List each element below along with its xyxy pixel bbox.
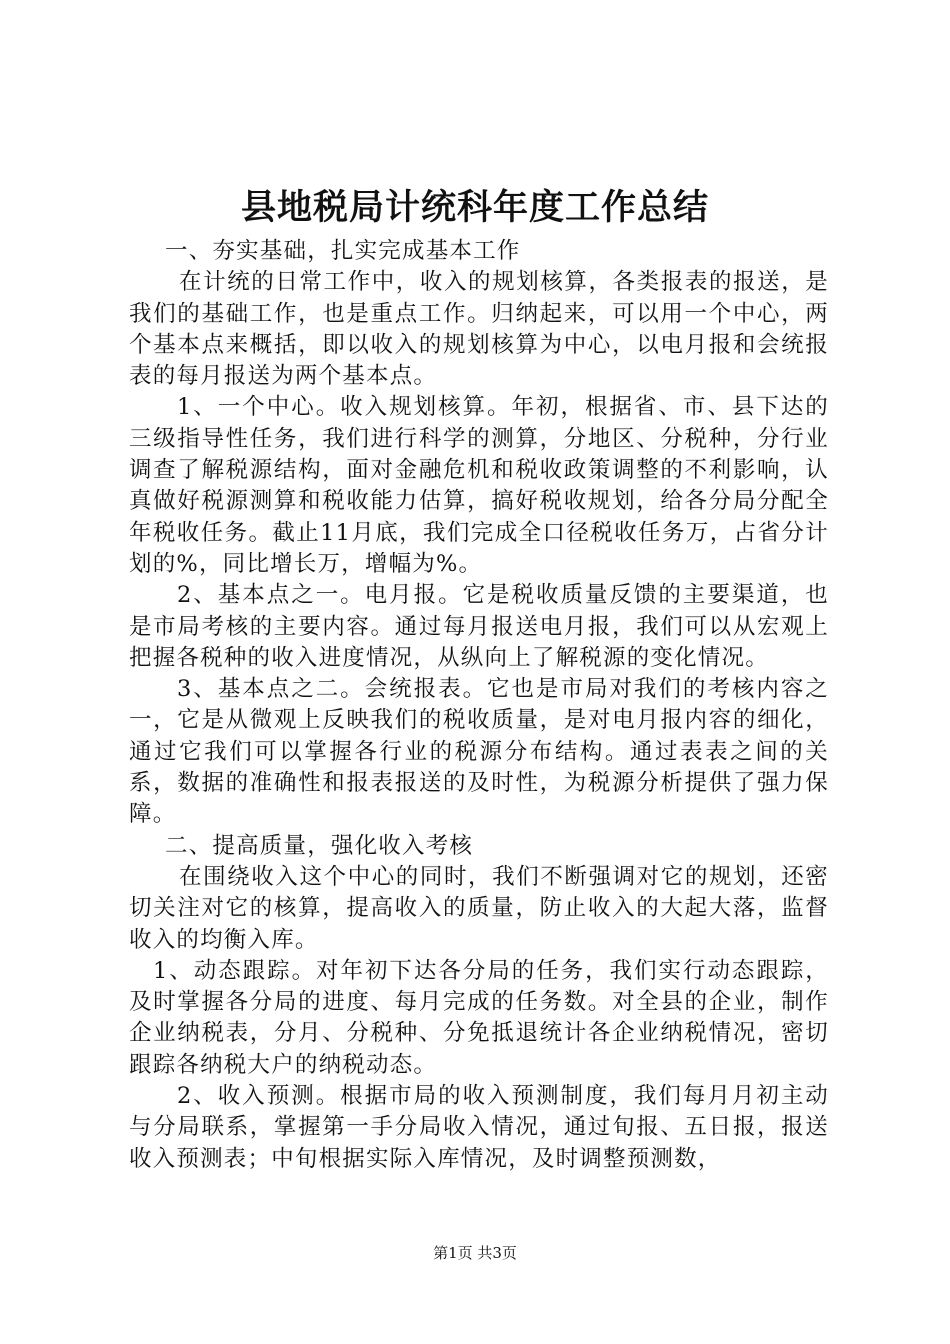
paragraph-section-2-intro: 在围绕收入这个中心的同时，我们不断强调对它的规划，还密切关注对它的核算，提高收入的质量，防止收入的大起大落，监督收入的均衡入库。: [129, 863, 829, 953]
paragraph-revenue-forecast: 2、收入预测。根据市局的收入预测制度，我们每月月初主动与分局联系，掌握第一手分局收入情况，通过旬报、五日报，报送收入预测表；中旬根据实际入库情况，及时调整预测数，: [129, 1083, 829, 1172]
page-footer: 第1页 共3页: [433, 1244, 517, 1262]
document-body: [129, 236, 829, 1175]
paragraph-item-3: 3、基本点之二。会统报表。它也是市局对我们的考核内容之一，它是从微观上反映我们的税收质量，是对电月报内容的细化，通过它我们可以掌握各行业的税源分布结构。通过表表之间的关系，数据的准确性和报表报送的及时性，为税源分析提供了强力保障。: [129, 676, 829, 828]
section-heading-2: 二、提高质量，强化收入考核: [165, 832, 474, 859]
paragraph-intro: 在计统的日常工作中，收入的规划核算，各类报表的报送，是我们的基础工作，也是重点工作。归纳起来，可以用一个中心，两个基本点来概括，即以收入的规划核算为中心，以电月报和会统报表的每月报送为两个基本点。: [129, 269, 829, 390]
paragraph-item-1: 1、一个中心。收入规划核算。年初，根据省、市、县下达的三级指导性任务，我们进行科学的测算，分地区、分税种，分行业调查了解税源结构，面对金融危机和税收政策调整的不利影响，认真做好税源测算和税收能力估算，搞好税收规划，给各分局分配全年税收任务。截止11月底，我们完成全口径税收任务万，占省分计划的%，同比增长万，增幅为%。: [129, 394, 829, 577]
paragraph-dynamic-tracking: 1、动态跟踪。对年初下达各分局的任务，我们实行动态跟踪，及时掌握各分局的进度、每月完成的任务数。对全县的企业，制作企业纳税表，分月、分税种、分免抵退统计各企业纳税情况，密切跟踪各纳税大户的纳税动态。: [129, 957, 829, 1078]
page-title: 县地税局计统科年度工作总结: [240, 187, 709, 228]
section-heading-1: 一、夯实基础，扎实完成基本工作: [165, 238, 521, 264]
paragraph-item-2: 2、基本点之一。电月报。它是税收质量反馈的主要渠道，也是市局考核的主要内容。通过每月报送电月报，我们可以从宏观上把握各税种的收入进度情况，从纵向上了解税源的变化情况。: [129, 582, 829, 671]
